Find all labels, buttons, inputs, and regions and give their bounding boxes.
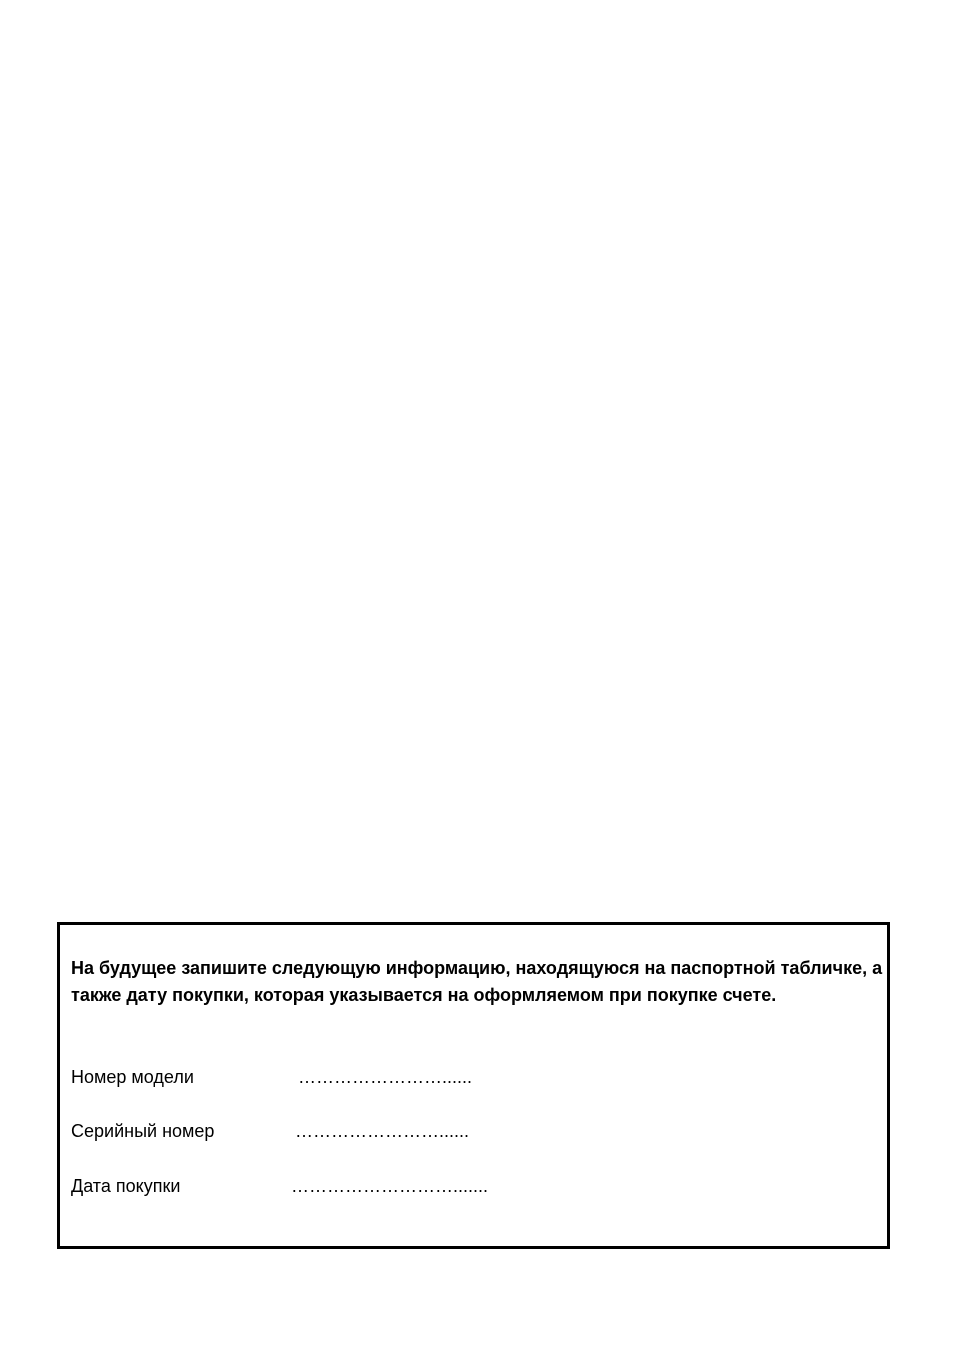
record-instructions: На будущее запишите следующую информацию, находящуюся на паспортной табличке, а также дату покупки, которая указывается на оформляемом при покупке счете. [71,958,883,1005]
purchase-date-row [71,1174,771,1198]
serial-number-label: Серийный номер [71,1121,215,1141]
serial-number-row [71,1119,771,1143]
purchase-record-box [57,922,890,1249]
model-number-blank: ……………………...... [298,1067,473,1087]
purchase-date-blank: ………………………....... [291,1176,489,1196]
model-number-label: Номер модели [71,1067,194,1087]
purchase-date-label: Дата покупки [71,1176,181,1196]
serial-number-blank: ……………………...... [295,1121,470,1141]
model-number-row [71,1065,771,1089]
